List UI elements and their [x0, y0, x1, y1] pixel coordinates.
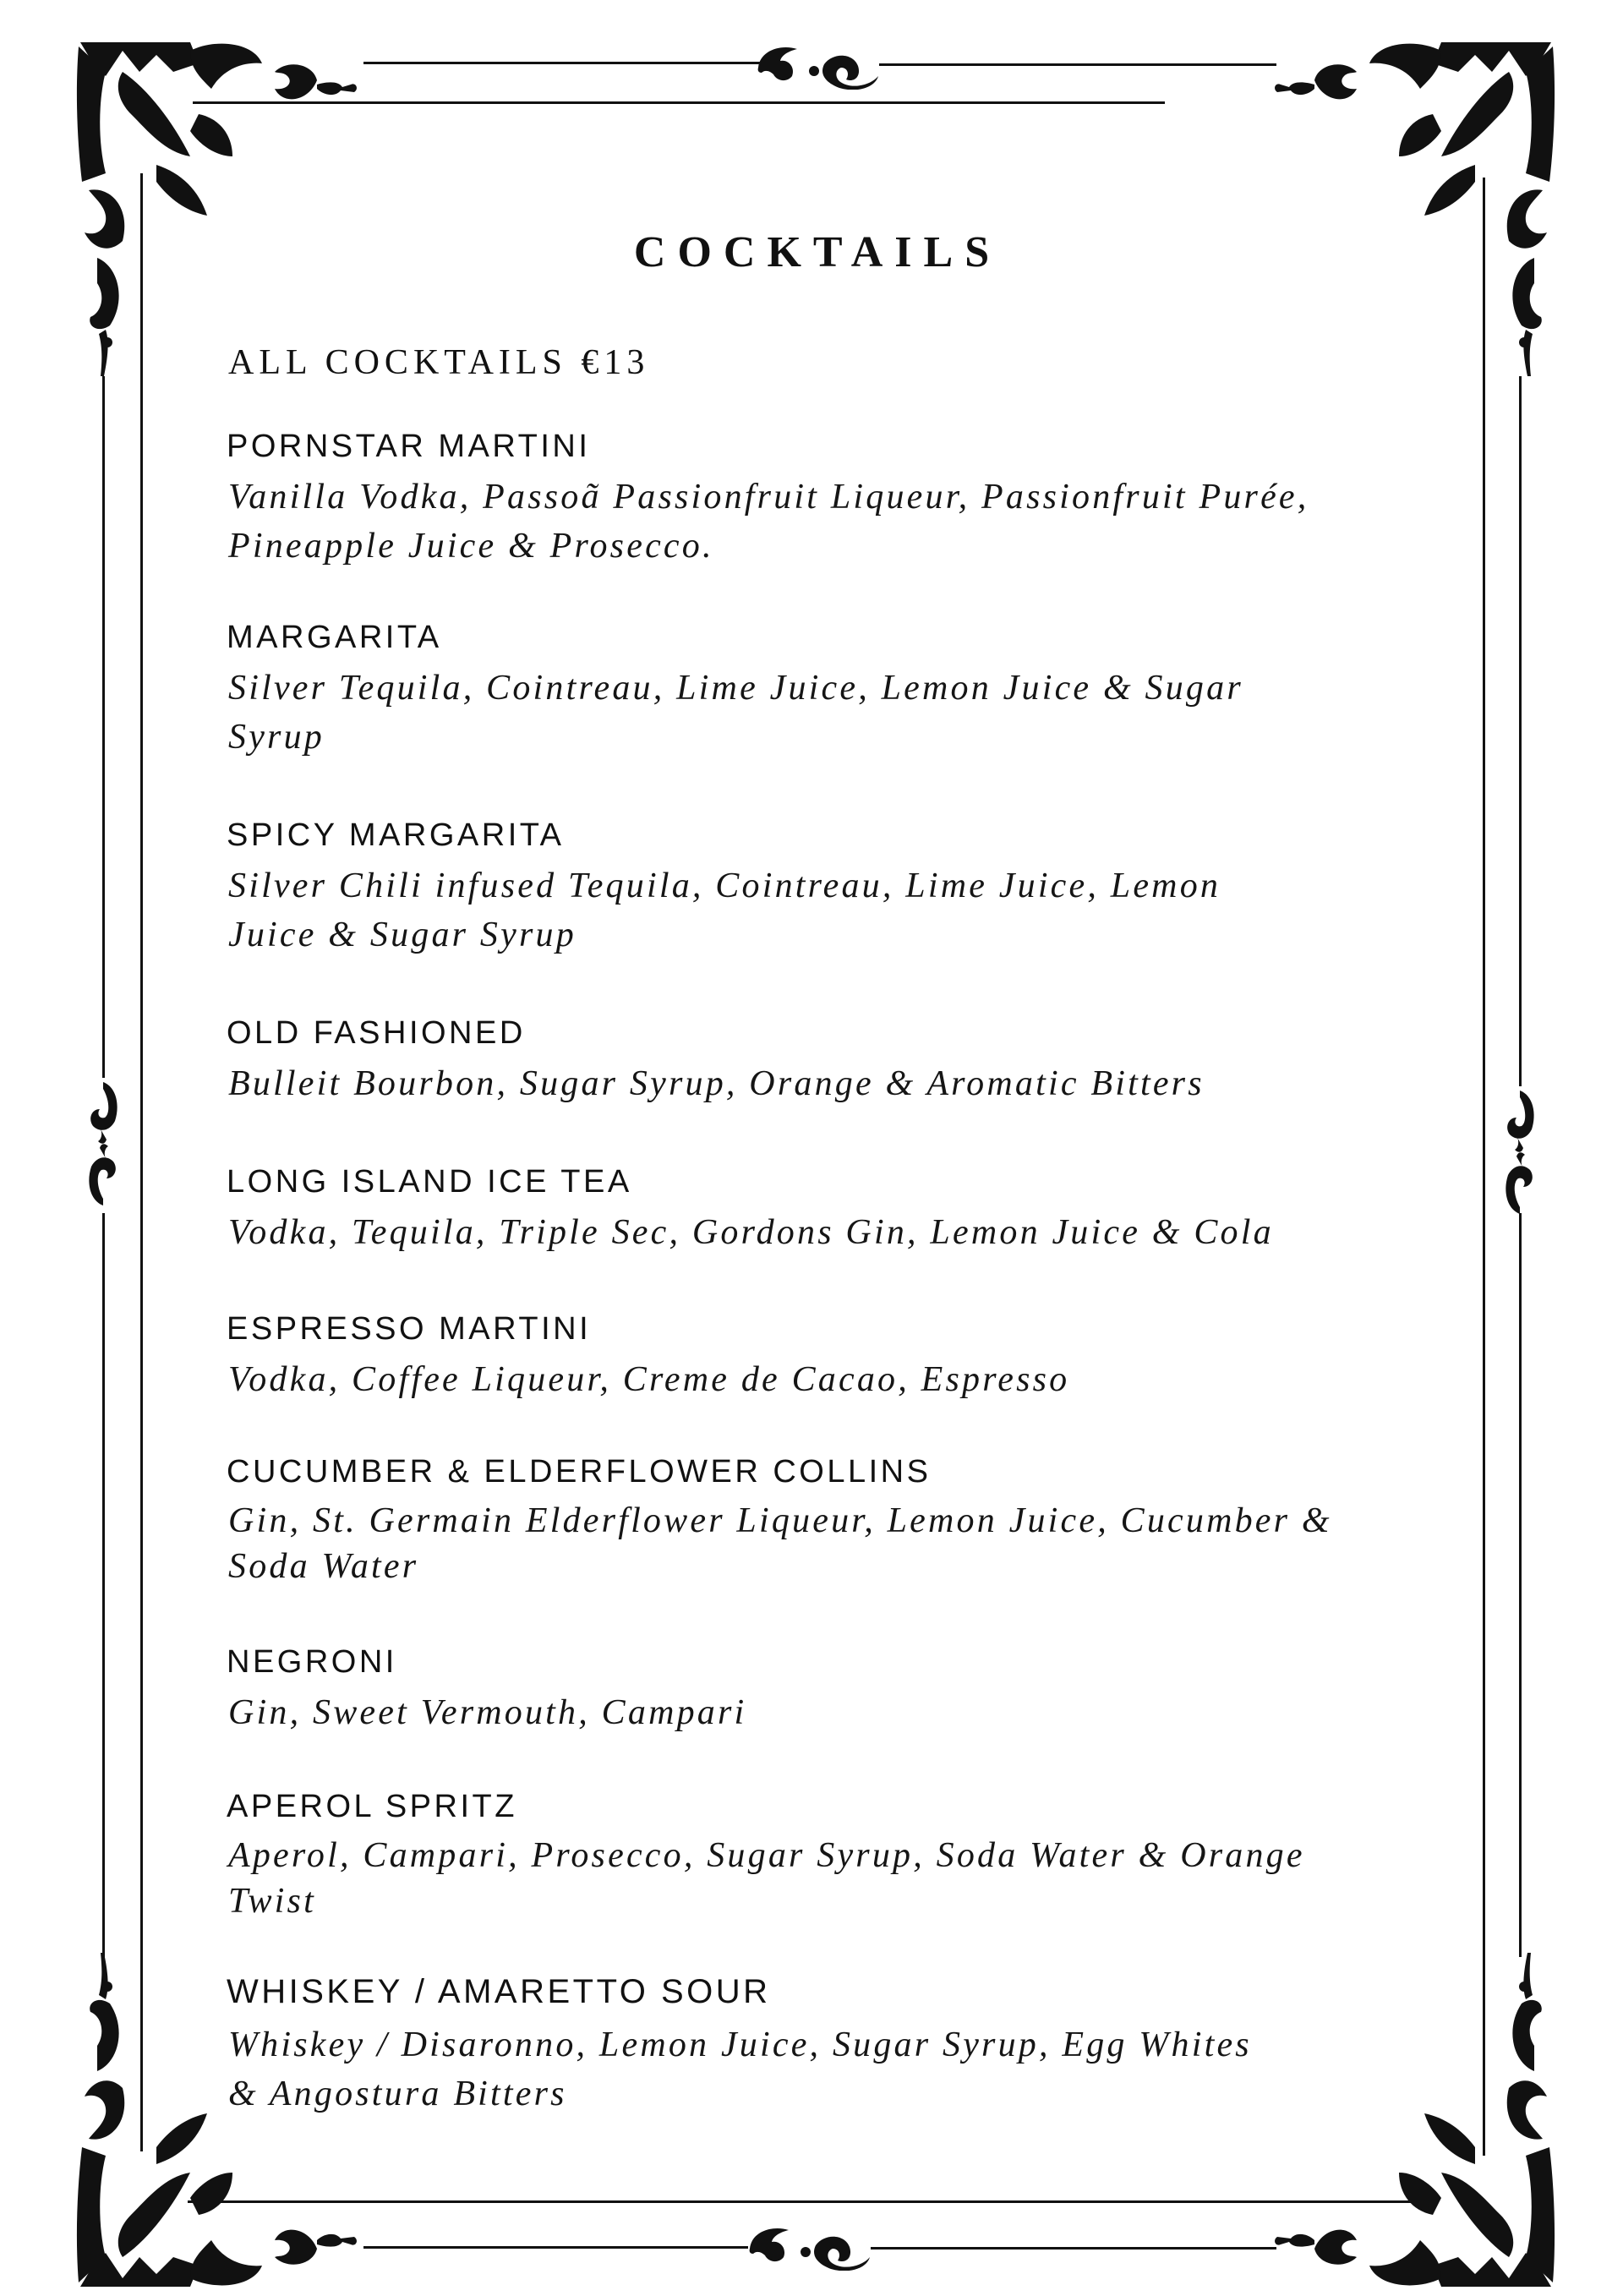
menu-item-name: PORNSTAR MARTINI	[227, 429, 591, 464]
frame-inner-right-line	[1483, 178, 1485, 2156]
description-line: Vanilla Vodka, Passoã Passionfruit Liqueur, Passionfruit Purée,	[228, 478, 1309, 517]
description-line: Silver Tequila, Cointreau, Lime Juice, Lemon Juice & Sugar	[228, 669, 1243, 708]
scroll-right-middle-icon	[1501, 1089, 1538, 1216]
description-line: & Angostura Bitters	[228, 2075, 567, 2113]
menu-item-name: OLD FASHIONED	[227, 1015, 526, 1051]
frame-outer-left-line	[102, 1213, 105, 1957]
menu-item-description	[228, 1498, 1332, 1589]
menu-item	[227, 817, 1461, 954]
menu-item	[227, 1644, 1461, 1732]
menu-item-name: APEROL SPRITZ	[227, 1789, 517, 1824]
menu-item-name: ESPRESSO MARTINI	[227, 1311, 592, 1347]
menu-item-description	[228, 1833, 1305, 1924]
description-line: Gin, St. Germain Elderflower Liqueur, Lemon Juice, Cucumber &	[228, 1501, 1332, 1540]
menu-item	[227, 620, 1461, 757]
description-line: Gin, Sweet Vermouth, Campari	[228, 1693, 747, 1732]
description-line: Vodka, Coffee Liqueur, Creme de Cacao, Espresso	[228, 1360, 1070, 1399]
description-line: Whiskey / Disaronno, Lemon Juice, Sugar Syrup, Egg Whites	[228, 2025, 1252, 2064]
description-line: Bulleit Bourbon, Sugar Syrup, Orange & Aromatic Bitters	[228, 1064, 1205, 1103]
frame-outer-right-line	[1519, 376, 1522, 1086]
menu-item-description	[228, 1688, 746, 1737]
menu-item-description	[228, 473, 1309, 571]
menu-item-name: NEGRONI	[227, 1644, 397, 1680]
frame-inner-left-line	[140, 173, 143, 2151]
menu-item-description	[228, 664, 1243, 762]
menu-item-description	[228, 1208, 1274, 1257]
scroll-bottom-center-icon	[746, 2223, 873, 2271]
price-note: ALL COCKTAILS €13	[228, 343, 650, 382]
frame-outer-right-line	[1519, 1213, 1522, 1957]
menu-item	[227, 1015, 1461, 1103]
corner-flourish-top-right-icon	[1255, 38, 1560, 393]
description-line: Syrup	[228, 718, 325, 757]
menu-item	[227, 1789, 1461, 1921]
menu-item	[227, 429, 1461, 566]
description-line: Twist	[228, 1882, 316, 1921]
menu-item-name: MARGARITA	[227, 620, 442, 655]
scroll-top-center-icon	[755, 42, 882, 90]
menu-item-name: LONG ISLAND ICE TEA	[227, 1164, 632, 1200]
menu-item-name: WHISKEY / AMARETTO SOUR	[227, 1973, 771, 2010]
corner-flourish-top-left-icon	[72, 38, 376, 393]
description-line: Soda Water	[228, 1547, 419, 1586]
description-line: Vodka, Tequila, Triple Sec, Gordons Gin, Lemon Juice & Cola	[228, 1213, 1274, 1252]
menu-item	[227, 1454, 1461, 1586]
menu-item-description	[228, 1355, 1069, 1404]
menu-item-description	[228, 861, 1221, 959]
frame-outer-top-line	[363, 62, 761, 64]
menu-item	[227, 1164, 1461, 1252]
menu-item	[227, 1311, 1461, 1399]
menu-item	[227, 1973, 1461, 2113]
frame-outer-bottom-line	[363, 2246, 748, 2249]
scroll-left-middle-icon	[85, 1080, 122, 1207]
description-line: Juice & Sugar Syrup	[228, 916, 577, 954]
menu-item-description	[228, 1059, 1205, 1108]
description-line: Pineapple Juice & Prosecco.	[228, 527, 714, 566]
description-line: Silver Chili infused Tequila, Cointreau, Lime Juice, Lemon	[228, 866, 1221, 905]
frame-outer-bottom-line	[871, 2247, 1276, 2250]
menu-item-name: CUCUMBER & ELDERFLOWER COLLINS	[227, 1454, 932, 1490]
menu-item-name: SPICY MARGARITA	[227, 817, 565, 853]
description-line: Aperol, Campari, Prosecco, Sugar Syrup, Soda Water & Orange	[228, 1836, 1305, 1875]
page-title: COCKTAILS	[633, 227, 1002, 276]
menu-item-description	[228, 2020, 1252, 2118]
frame-outer-top-line	[879, 63, 1276, 66]
frame-outer-left-line	[102, 376, 105, 1078]
